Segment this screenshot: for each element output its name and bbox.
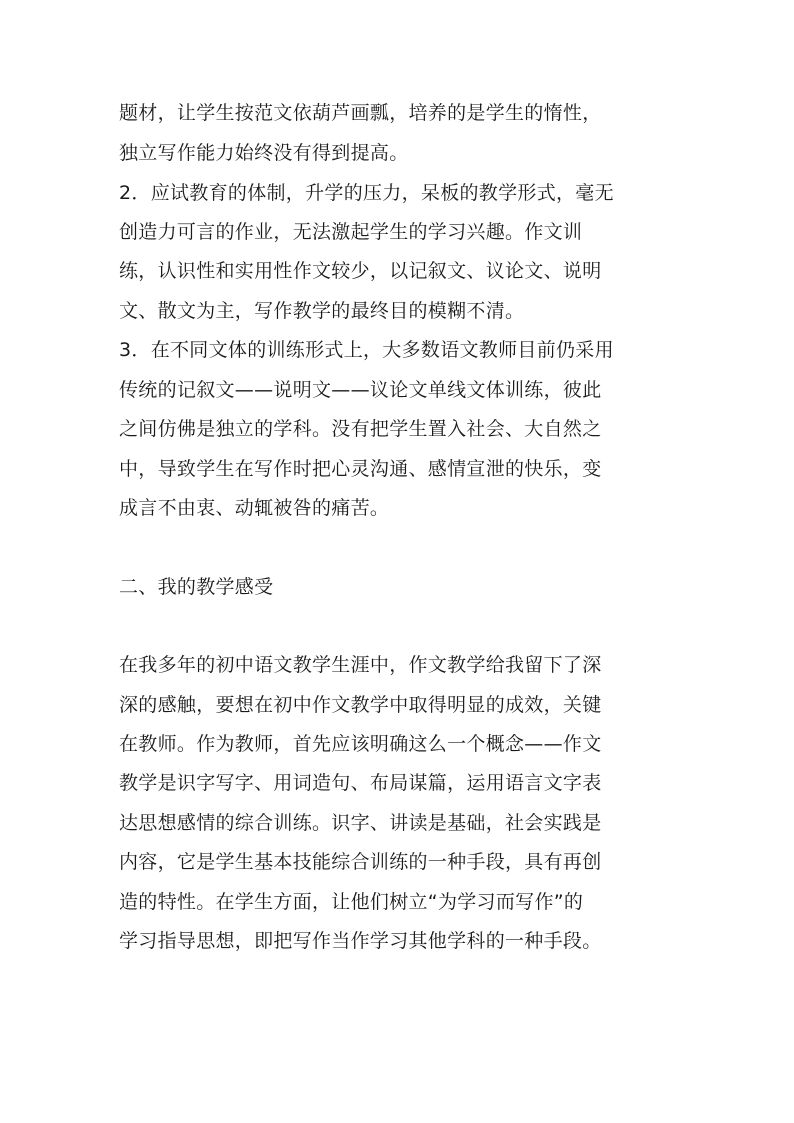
text-line: 独立写作能力始终没有得到提高。 [119,142,409,164]
text-line: 传统的记叙文——说明文——议论文单线文体训练，彼此 [119,379,602,401]
text-line: 学习指导思想，即把写作当作学习其他学科的一种手段。 [119,930,602,952]
text-line: 创造力可言的作业，无法激起学生的学习兴趣。作文训 [119,221,583,243]
text-line: 教学是识字写字、用词造句、布局谋篇，运用语言文字表 [119,772,602,794]
text-line: 在教师。作为教师，首先应该明确这么一个概念——作文 [119,733,602,755]
section-heading: 二、我的教学感受 [119,576,274,598]
text-line: 3．在不同文体的训练形式上，大多数语文教师目前仍采用 [119,339,614,361]
text-line: 造的特性。在学生方面，让他们树立“为学习而写作”的 [119,891,584,913]
text-line: 2．应试教育的体制，升学的压力，呆板的教学形式，毫无 [119,182,614,204]
text-line: 练，认识性和实用性作文较少，以记叙文、议论文、说明 [119,260,602,282]
text-line: 内容，它是学生基本技能综合训练的一种手段，具有再创 [119,851,602,873]
text-line: 题材，让学生按范文依葫芦画瓢，培养的是学生的惰性， [119,102,602,124]
text-line: 成言不由衷、动辄被咎的痛苦。 [119,497,390,519]
text-line: 深的感触，要想在初中作文教学中取得明显的成效，关键 [119,694,602,716]
text-line: 中，导致学生在写作时把心灵沟通、感情宣泄的快乐，变 [119,458,602,480]
text-line: 达思想感情的综合训练。识字、讲读是基础，社会实践是 [119,812,602,834]
text-line: 之间仿佛是独立的学科。没有把学生置入社会、大自然之 [119,418,602,440]
text-line: 文、散文为主，写作教学的最终目的模糊不清。 [119,300,525,322]
text-line: 在我多年的初中语文教学生涯中，作文教学给我留下了深 [119,654,602,676]
